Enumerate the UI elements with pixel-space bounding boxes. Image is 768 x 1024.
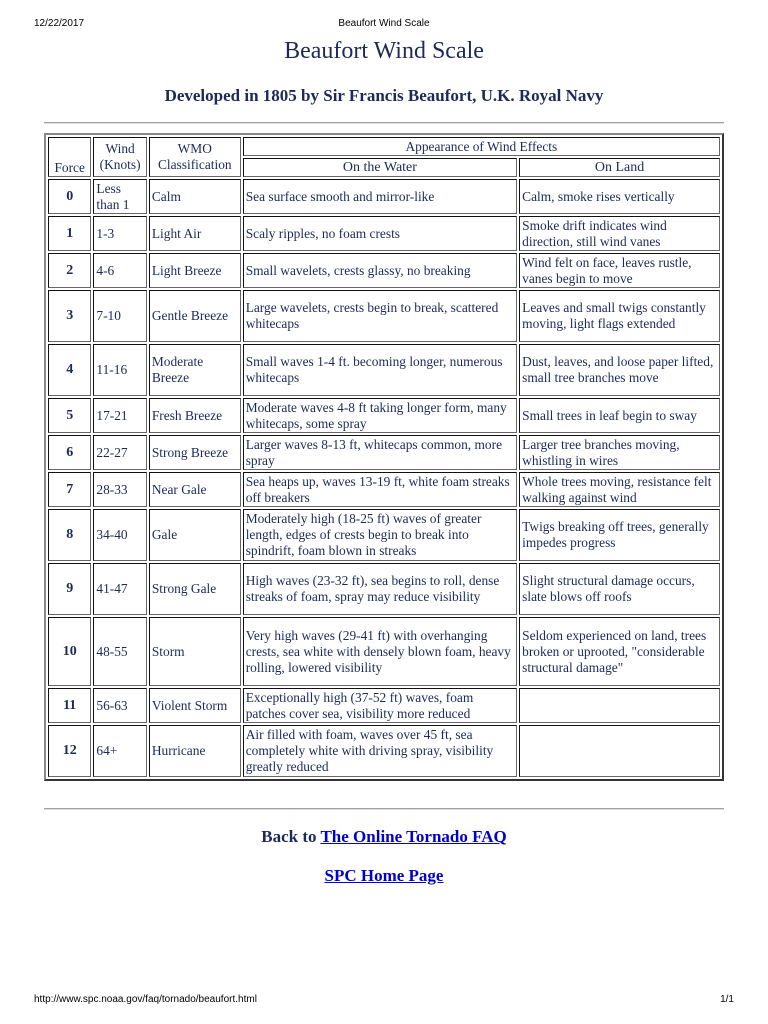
water-cell: Exceptionally high (37-52 ft) waves, foam patches cover sea, visibility more reduced	[243, 688, 517, 723]
land-cell: Whole trees moving, resistance felt walking against wind	[519, 472, 720, 507]
water-cell: Scaly ripples, no foam crests	[243, 216, 517, 251]
land-cell: Small trees in leaf begin to sway	[519, 398, 720, 433]
spc-home-link[interactable]: SPC Home Page	[324, 866, 444, 885]
water-cell: Small wavelets, crests glassy, no breaking	[243, 253, 517, 288]
force-cell: 11	[48, 688, 91, 723]
wmo-cell: Strong Breeze	[149, 435, 241, 470]
wmo-cell: Light Air	[149, 216, 241, 251]
force-cell: 7	[48, 472, 91, 507]
knots-cell: 64+	[93, 725, 146, 777]
top-divider	[44, 122, 724, 124]
knots-cell: 17-21	[93, 398, 146, 433]
force-cell: 6	[48, 435, 91, 470]
wmo-cell: Gentle Breeze	[149, 290, 241, 342]
table-row	[48, 344, 720, 396]
wmo-cell: Light Breeze	[149, 253, 241, 288]
land-cell	[519, 688, 720, 723]
table-row	[48, 216, 720, 251]
land-cell: Dust, leaves, and loose paper lifted, small tree branches move	[519, 344, 720, 396]
table-row	[48, 398, 720, 433]
back-prefix: Back to	[261, 827, 317, 846]
print-page-count: 1/1	[720, 994, 734, 1005]
knots-cell: 56-63	[93, 688, 146, 723]
knots-cell: 34-40	[93, 509, 146, 561]
force-cell: 4	[48, 344, 91, 396]
wmo-cell: Fresh Breeze	[149, 398, 241, 433]
table-row	[48, 617, 720, 686]
force-cell: 1	[48, 216, 91, 251]
force-cell: 10	[48, 617, 91, 686]
wmo-cell: Calm	[149, 179, 241, 214]
print-page-title: Beaufort Wind Scale	[338, 18, 430, 29]
water-cell: Sea heaps up, waves 13-19 ft, white foam streaks off breakers	[243, 472, 517, 507]
knots-cell: 7-10	[93, 290, 146, 342]
force-cell: 12	[48, 725, 91, 777]
water-cell: Very high waves (29-41 ft) with overhanging crests, sea white with densely blown foam, heavy rolling, lowered visibility	[243, 617, 517, 686]
table-row	[48, 179, 720, 214]
land-cell: Smoke drift indicates wind direction, still wind vanes	[519, 216, 720, 251]
knots-cell: 11-16	[93, 344, 146, 396]
force-cell: 0	[48, 179, 91, 214]
land-cell: Larger tree branches moving, whistling in wires	[519, 435, 720, 470]
table-row	[48, 725, 720, 777]
wmo-cell: Storm	[149, 617, 241, 686]
home-line	[0, 866, 768, 886]
water-cell: High waves (23-32 ft), sea begins to roll, dense streaks of foam, spray may reduce visibility	[243, 563, 517, 615]
water-cell: Moderately high (18-25 ft) waves of greater length, edges of crests begin to break into spindrift, foam blown in streaks	[243, 509, 517, 561]
knots-cell: 48-55	[93, 617, 146, 686]
header-on-water: On the Water	[243, 158, 517, 177]
land-cell: Leaves and small twigs constantly moving, light flags extended	[519, 290, 720, 342]
knots-cell: 4-6	[93, 253, 146, 288]
bottom-divider	[44, 808, 724, 810]
beaufort-table-body	[48, 179, 720, 777]
water-cell: Large wavelets, crests begin to break, scattered whitecaps	[243, 290, 517, 342]
wmo-cell: Violent Storm	[149, 688, 241, 723]
header-force: Force	[48, 137, 91, 177]
header-appearance: Appearance of Wind Effects	[243, 137, 720, 156]
header-wind: Wind (Knots)	[93, 137, 146, 177]
land-cell: Calm, smoke rises vertically	[519, 179, 720, 214]
wmo-cell: Gale	[149, 509, 241, 561]
beaufort-table-container	[44, 133, 724, 781]
tornado-faq-link[interactable]: The Online Tornado FAQ	[320, 827, 507, 846]
print-date: 12/22/2017	[34, 18, 85, 29]
land-cell: Slight structural damage occurs, slate blows off roofs	[519, 563, 720, 615]
force-cell: 3	[48, 290, 91, 342]
table-row	[48, 435, 720, 470]
page-subtitle: Developed in 1805 by Sir Francis Beaufort, U.K. Royal Navy	[164, 86, 604, 105]
header-wmo: WMO Classification	[149, 137, 241, 177]
force-cell: 5	[48, 398, 91, 433]
water-cell: Moderate waves 4-8 ft taking longer form, many whitecaps, some spray	[243, 398, 517, 433]
table-row	[48, 688, 720, 723]
land-cell	[519, 725, 720, 777]
wmo-cell: Hurricane	[149, 725, 241, 777]
knots-cell: 22-27	[93, 435, 146, 470]
land-cell: Seldom experienced on land, trees broken or uprooted, "considerable structural damage"	[519, 617, 720, 686]
table-row	[48, 509, 720, 561]
table-row	[48, 290, 720, 342]
wmo-cell: Moderate Breeze	[149, 344, 241, 396]
force-cell: 2	[48, 253, 91, 288]
wmo-cell: Strong Gale	[149, 563, 241, 615]
back-line	[0, 827, 768, 847]
land-cell: Twigs breaking off trees, generally impedes progress	[519, 509, 720, 561]
wmo-cell: Near Gale	[149, 472, 241, 507]
water-cell: Small waves 1-4 ft. becoming longer, numerous whitecaps	[243, 344, 517, 396]
print-url: http://www.spc.noaa.gov/faq/tornado/beaufort.html	[34, 994, 257, 1005]
knots-cell: 41-47	[93, 563, 146, 615]
table-row	[48, 563, 720, 615]
force-cell: 8	[48, 509, 91, 561]
table-row	[48, 253, 720, 288]
water-cell: Larger waves 8-13 ft, whitecaps common, more spray	[243, 435, 517, 470]
beaufort-table	[44, 133, 724, 781]
water-cell: Sea surface smooth and mirror-like	[243, 179, 517, 214]
page-title: Beaufort Wind Scale	[284, 38, 484, 64]
table-row	[48, 472, 720, 507]
header-on-land: On Land	[519, 158, 720, 177]
knots-cell: Less than 1	[93, 179, 146, 214]
water-cell: Air filled with foam, waves over 45 ft, sea completely white with driving spray, visibility greatly reduced	[243, 725, 517, 777]
land-cell: Wind felt on face, leaves rustle, vanes begin to move	[519, 253, 720, 288]
force-cell: 9	[48, 563, 91, 615]
knots-cell: 28-33	[93, 472, 146, 507]
knots-cell: 1-3	[93, 216, 146, 251]
